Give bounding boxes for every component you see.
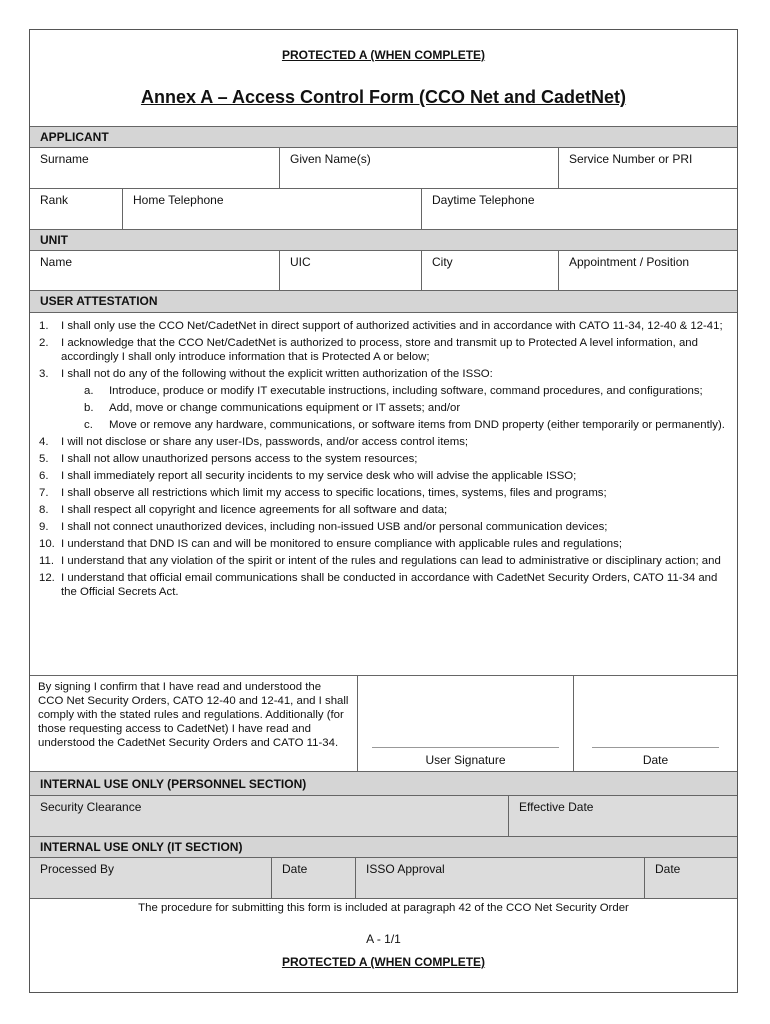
attestation-item-number: 6. [39,470,49,482]
signature-row [30,675,737,771]
given-names-field[interactable] [279,148,558,188]
attestation-item [30,571,727,599]
attestation-sub-item-text: Move or remove any hardware, communications, or software items from DND property (either temporarily or permanently). [109,419,725,431]
attestation-sub-item [30,418,727,432]
attestation-item [30,367,727,381]
processed-date-label: Date [282,862,308,876]
attestation-sub-item-text: Introduce, produce or modify IT executable instructions, including software, command procedures, and configurations; [109,385,703,397]
page-number: A - 1/1 [366,932,401,946]
signature-date-label: Date [642,753,669,767]
attestation-item [30,520,727,534]
rank-label: Rank [40,193,69,207]
attestation-item-number: 5. [39,453,49,465]
attestation-item-text: I understand that any violation of the spirit or intent of the rules and regulations can lead to administrative or disciplinary action; and [61,555,721,567]
security-clearance-label: Security Clearance [40,800,142,814]
attestation-item-text: I shall only use the CCO Net/CadetNet in direct support of authorized activities and in accordance with CATO 11-34, 12-40 & 12-41; [61,320,723,332]
user-attestation-header: USER ATTESTATION [30,290,737,312]
attestation-item-number: 10. [39,538,55,550]
attestation-item-number: 12. [39,572,55,584]
attestation-sub-item-text: Add, move or change communications equipment or IT assets; and/or [109,402,461,414]
personnel-row [30,795,737,836]
attestation-item-text: I acknowledge that the CCO Net/CadetNet is authorized to process, store and transmit up to Protected A level information, and accordingly I shall only introduce information that is Protected A or below; [61,337,698,363]
home-telephone-field[interactable] [122,189,421,229]
attestation-item [30,503,727,517]
attestation-item-number: 4. [39,436,49,448]
unit-section-header: UNIT [30,229,737,250]
attestation-item-number: 11. [39,555,54,567]
isso-approval-field[interactable] [355,858,644,898]
attestation-item-number: 9. [39,521,49,533]
attestation-item-text: I shall respect all copyright and licence agreements for all software and data; [61,504,448,516]
city-label: City [432,255,453,269]
applicant-section-header: APPLICANT [30,126,737,147]
isso-approval-label: ISSO Approval [366,862,445,876]
isso-date-label: Date [655,862,681,876]
attestation-item-text: I understand that official email communications shall be conducted in accordance with CadetNet Security Orders, CATO 11-34 and the Official Secrets Act. [61,572,718,598]
attestation-item-number: 3. [39,368,49,380]
attestation-item [30,537,727,551]
attestation-item-number: 7. [39,487,49,499]
it-section-row [30,857,737,899]
attestation-item [30,554,727,568]
attestation-item-text: I shall not do any of the following without the explicit written authorization of the ISSO: [61,368,493,380]
daytime-telephone-field[interactable] [421,189,737,229]
attestation-item-text: I shall not connect unauthorized devices, including non-issued USB and/or personal communication devices; [61,521,608,533]
attestation-item-number: 1. [39,320,49,332]
surname-field[interactable] [30,148,279,188]
appointment-field[interactable] [558,251,737,290]
applicant-row-1 [30,147,737,188]
signature-date-field[interactable] [573,676,737,771]
rank-field[interactable] [30,189,122,229]
attestation-item [30,435,727,449]
given-names-label: Given Name(s) [290,152,371,166]
user-signature-field[interactable] [357,676,573,771]
processed-by-label: Processed By [40,862,115,876]
attestation-sub-item-letter: c. [84,419,93,431]
daytime-telephone-label: Daytime Telephone [432,193,535,207]
attestation-item-text: I will not disclose or share any user-IDs, passwords, and/or access control items; [61,436,469,448]
signature-line [372,747,559,748]
home-telephone-label: Home Telephone [133,193,224,207]
attestation-item-number: 2. [39,337,49,349]
attestation-list [30,312,737,675]
uic-field[interactable] [279,251,421,290]
attestation-item-number: 8. [39,504,49,516]
attestation-item [30,336,727,364]
uic-label: UIC [290,255,311,269]
attestation-item [30,486,727,500]
processed-by-field[interactable] [30,858,271,898]
protected-marking-top: PROTECTED A (WHEN COMPLETE) [281,48,486,62]
attestation-sub-item-letter: a. [84,385,94,397]
procedure-note: The procedure for submitting this form is included at paragraph 42 of the CCO Net Security Order [138,902,629,914]
attestation-item-text: I shall immediately report all security incidents to my service desk who will advise the applicable ISSO; [61,470,577,482]
attestation-sub-item [30,401,727,415]
date-line [592,747,719,748]
form-title: Annex A – Access Control Form (CCO Net and CadetNet) [140,87,627,107]
user-signature-label: User Signature [425,753,506,767]
signing-statement: By signing I confirm that I have read and understood the CCO Net Security Orders, CATO 12-40 and 12-41, and I shall comply with the stated rules and regulations. Additionally (for those requesting access to CadetNet) I have read and understood the CadetNet Security Orders and CATO 11-34. [38,681,349,749]
attestation-sub-item-letter: b. [84,402,94,414]
unit-name-label: Name [40,255,73,269]
attestation-item-text: I shall observe all restrictions which limit my access to specific locations, times, systems, files and programs; [61,487,607,499]
city-field[interactable] [421,251,558,290]
attestation-item-text: I understand that DND IS can and will be monitored to ensure compliance with applicable rules and regulations; [61,538,622,550]
appointment-label: Appointment / Position [569,255,690,269]
security-clearance-field[interactable] [30,796,508,836]
attestation-item [30,452,727,466]
personnel-section-header: INTERNAL USE ONLY (PERSONNEL SECTION) [30,771,737,795]
protected-marking-bottom: PROTECTED A (WHEN COMPLETE) [281,955,486,969]
effective-date-field[interactable] [508,796,737,836]
service-number-label: Service Number or PRI [569,152,693,166]
service-number-field[interactable] [558,148,737,188]
processed-date-field[interactable] [271,858,355,898]
surname-label: Surname [40,152,89,166]
unit-name-field[interactable] [30,251,279,290]
attestation-item-text: I shall not allow unauthorized persons access to the system resources; [61,453,418,465]
it-section-header: INTERNAL USE ONLY (IT SECTION) [30,836,737,857]
attestation-item [30,469,727,483]
unit-row [30,250,737,290]
attestation-item [30,319,727,333]
isso-date-field[interactable] [644,858,737,898]
attestation-sub-item [30,384,727,398]
effective-date-label: Effective Date [519,800,594,814]
access-control-form [29,29,738,993]
applicant-row-2 [30,188,737,229]
